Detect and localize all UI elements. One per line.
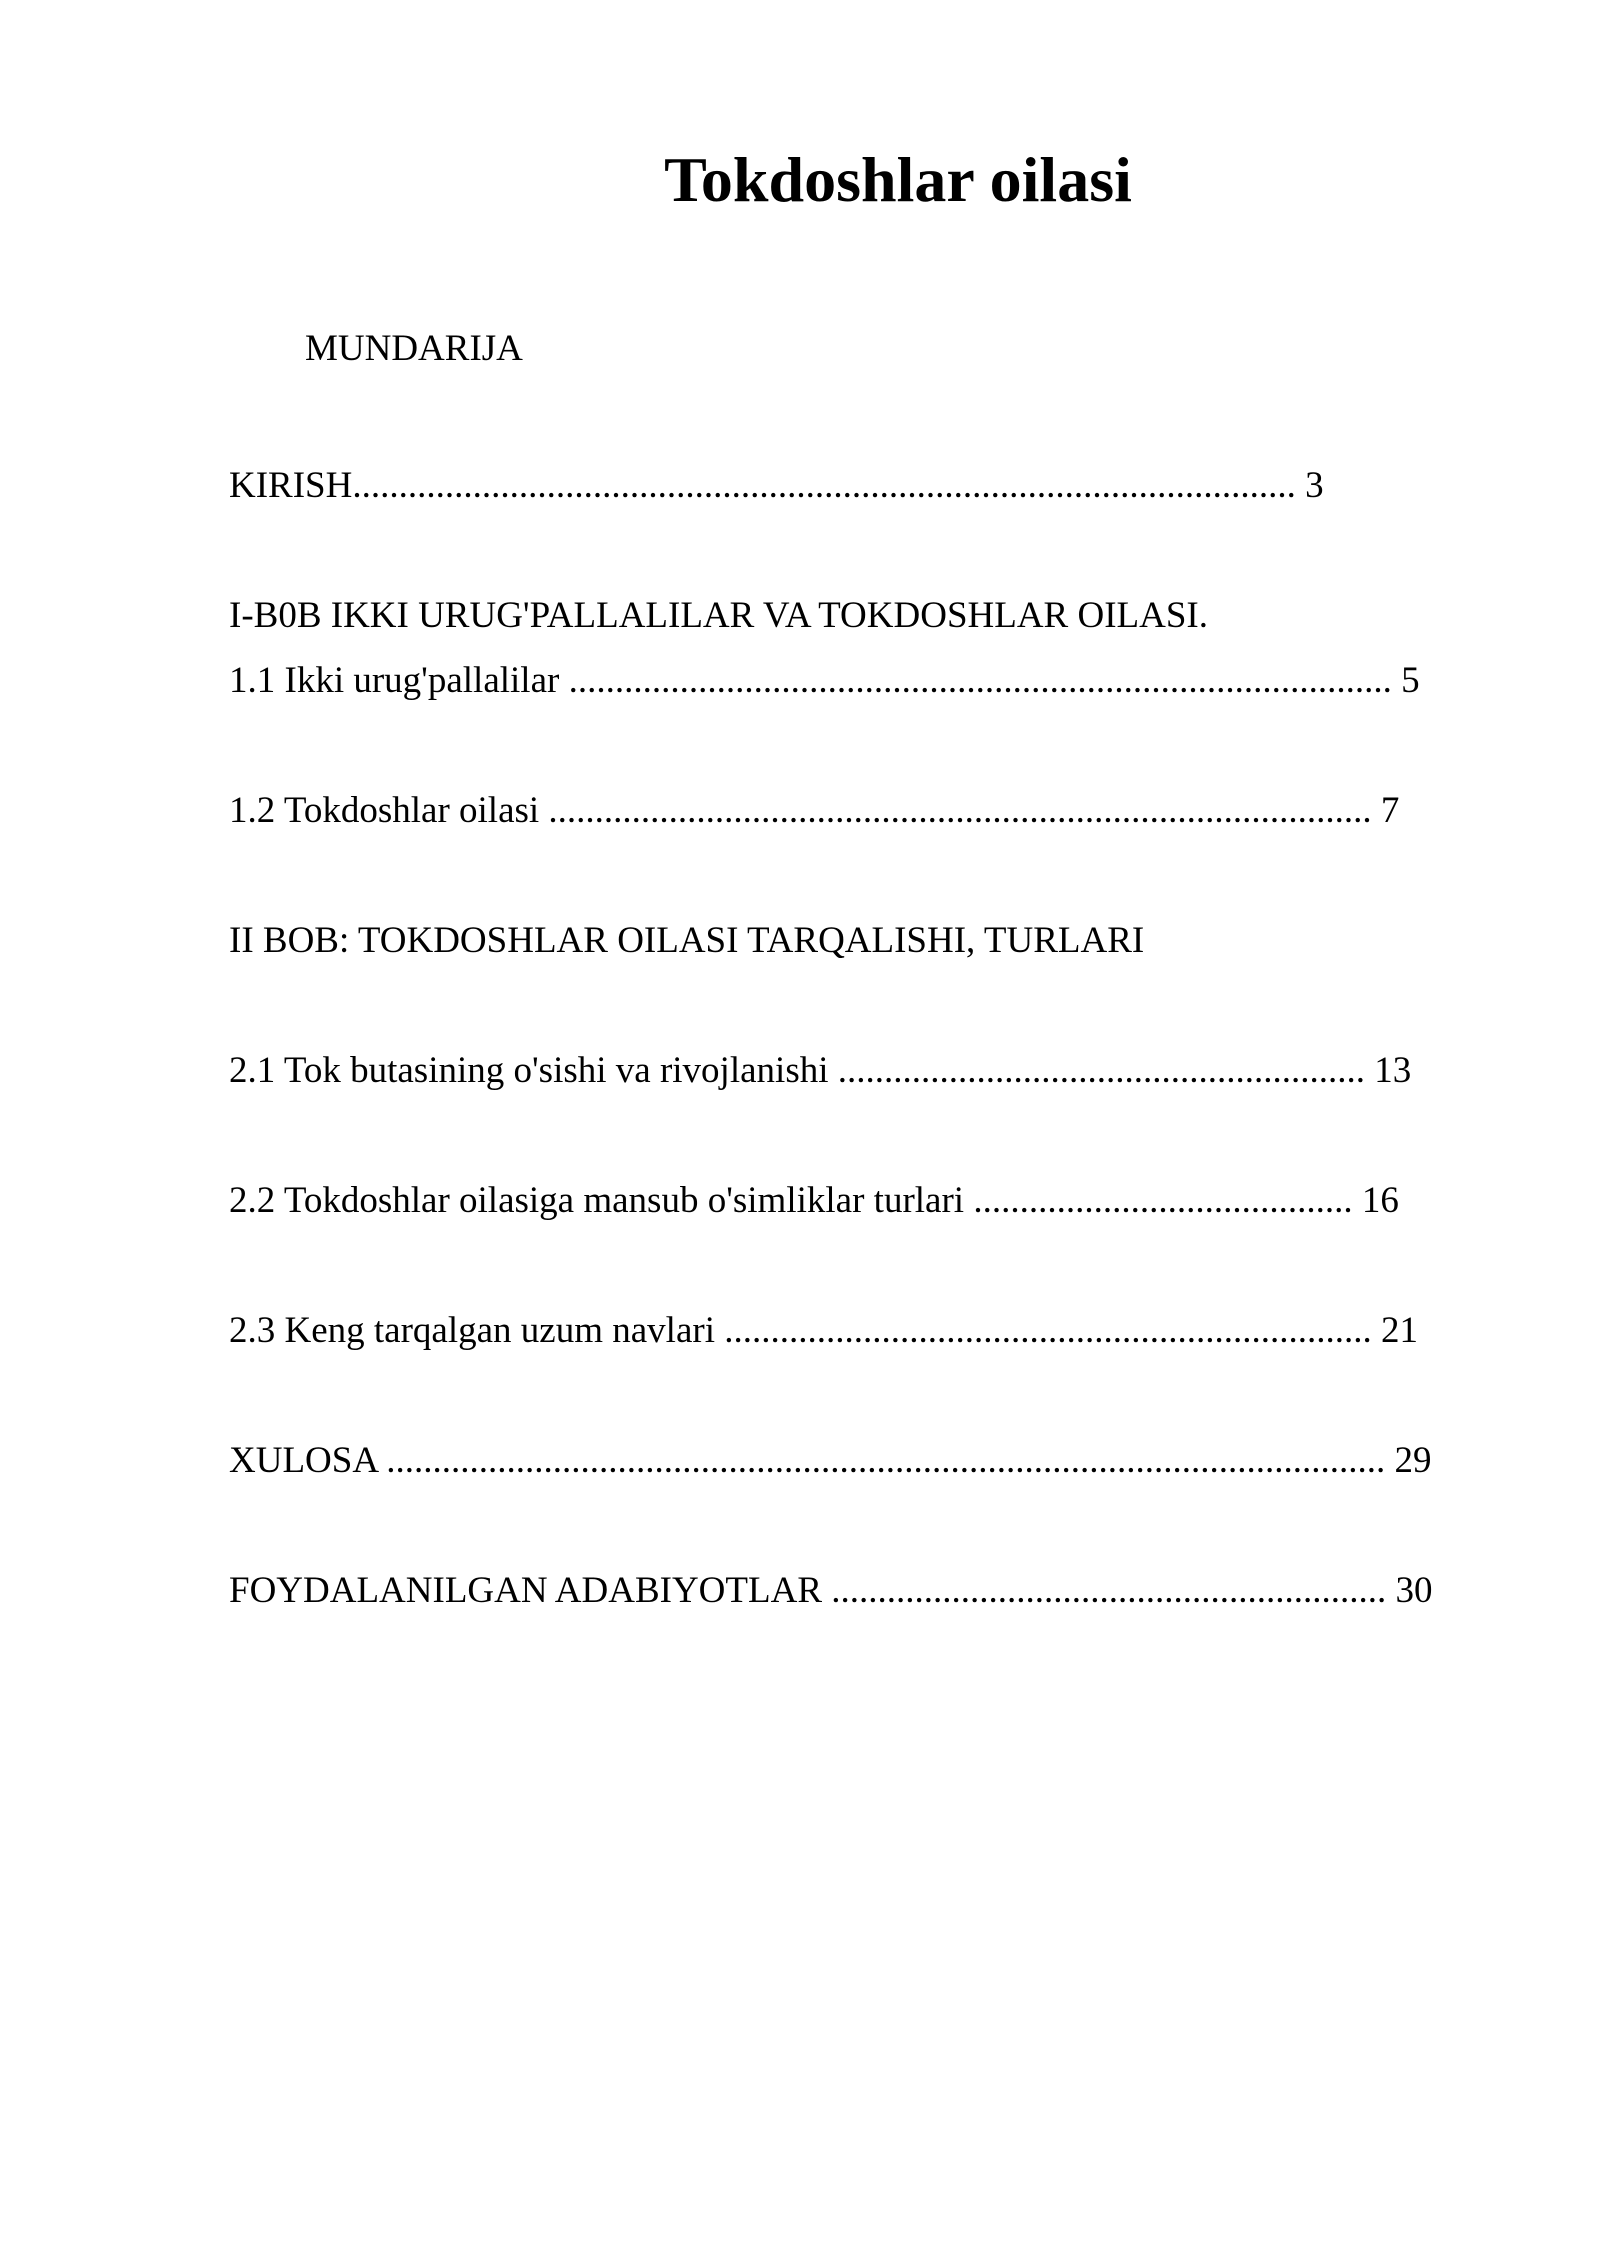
toc-entry-chapter-2: II BOB: TOKDOSHLAR OILASI TARQALISHI, TURLARI — [229, 920, 1145, 961]
toc-entry-2-3: 2.3 Keng tarqalgan uzum navlari ...................................................................... 21 — [229, 1310, 1418, 1351]
toc-heading: MUNDARIJA — [305, 328, 523, 369]
toc-entry-references: FOYDALANILGAN ADABIYOTLAR ............................................................ 30 — [229, 1570, 1433, 1611]
document-title: Tokdoshlar oilasi — [664, 144, 1132, 215]
toc-entry-1-2: 1.2 Tokdoshlar oilasi ......................................................................................... 7 — [229, 790, 1400, 831]
toc-entry-1-1: 1.1 Ikki urug'pallalilar ......................................................................................... 5 — [229, 660, 1420, 701]
toc-entry-2-1: 2.1 Tok butasining o'sishi va rivojlanishi ......................................................... 13 — [229, 1050, 1412, 1091]
toc-entry-kirish: KIRISH...................................................................................................... 3 — [229, 465, 1324, 506]
toc-entry-chapter-1: I-B0B IKKI URUG'PALLALILAR VA TOKDOSHLAR OILASI. — [229, 595, 1209, 636]
toc-entry-2-2: 2.2 Tokdoshlar oilasiga mansub o'simliklar turlari ......................................... 16 — [229, 1180, 1399, 1221]
toc-entry-xulosa: XULOSA ............................................................................................................ 29 — [229, 1440, 1432, 1481]
